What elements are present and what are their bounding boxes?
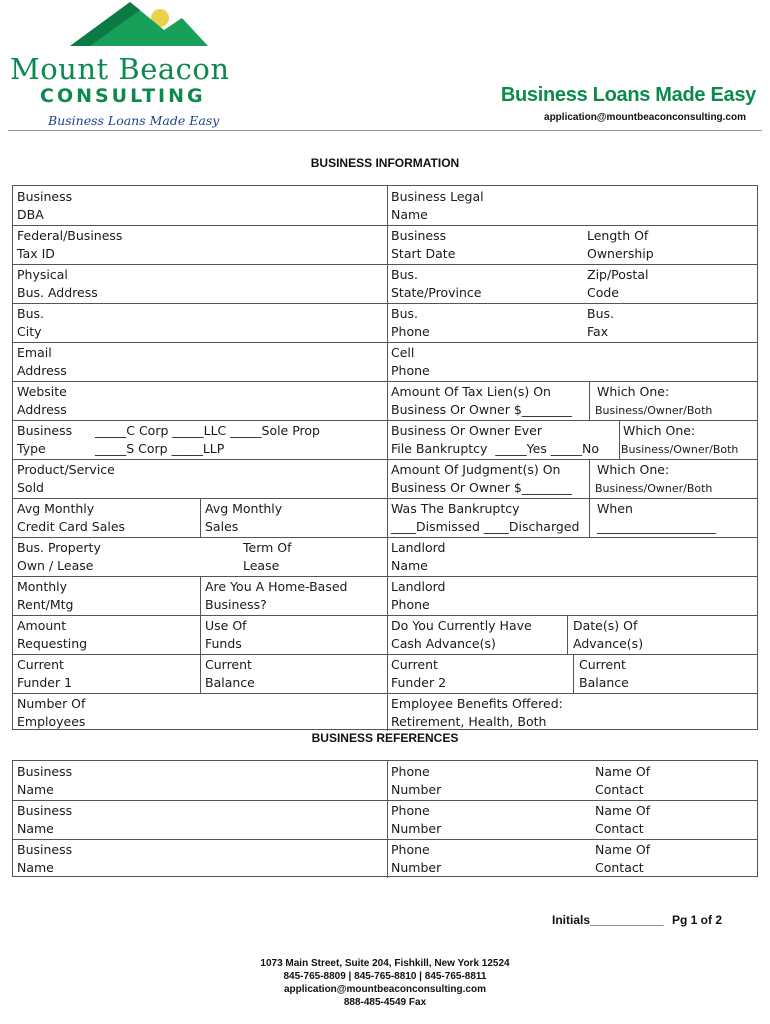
- field-label: Landlord Name: [391, 540, 446, 573]
- brand-name: Mount Beacon: [10, 52, 230, 86]
- reference-row: [13, 800, 757, 839]
- field-label: Current Funder 1: [17, 657, 73, 690]
- field-label: Date(s) Of Advance(s): [573, 618, 644, 651]
- field-label: Business/Owner/Both: [595, 404, 713, 417]
- field-label: Name Of Contact: [595, 764, 651, 797]
- field-label: Business Type: [17, 423, 73, 456]
- form-row-email: [13, 342, 757, 381]
- field-label: Landlord Phone: [391, 579, 446, 612]
- field-label: Current Balance: [579, 657, 629, 690]
- field-label: Product/Service Sold: [17, 462, 115, 495]
- reference-row: [13, 761, 757, 800]
- form-row-credit-card: [13, 498, 757, 537]
- form-row-current-funder: [13, 654, 757, 693]
- field-label: Which One:: [597, 384, 670, 399]
- field-label: Business Start Date: [391, 228, 456, 261]
- field-label: Business DBA: [17, 189, 73, 222]
- field-label: Cell Phone: [391, 345, 430, 378]
- form-row-address: [13, 264, 757, 303]
- field-label: Length Of Ownership: [587, 228, 654, 261]
- business-information-form: [12, 185, 758, 730]
- form-row-dba: [13, 186, 757, 225]
- footer-fax: 888-485-4549 Fax: [343, 997, 427, 1008]
- form-row-product: [13, 459, 757, 498]
- field-label: Bus. State/Province: [391, 267, 482, 300]
- field-label: Bus. Fax: [587, 306, 614, 339]
- form-row-website: [13, 381, 757, 420]
- form-row-tax-id: [13, 225, 757, 264]
- footer-phones: 845-765-8809 | 845-765-8810 | 845-765-8811: [283, 971, 487, 982]
- footer-email: application@mountbeaconconsulting.com: [284, 984, 486, 995]
- form-row-employees: [13, 693, 757, 731]
- field-label: Avg Monthly Credit Card Sales: [17, 501, 126, 534]
- brand-tagline: Business Loans Made Easy: [48, 113, 220, 128]
- field-label: Employee Benefits Offered: Retirement, Health, Both: [391, 696, 563, 729]
- page-number: Pg 1 of 2: [672, 913, 723, 927]
- field-label: Business Name: [17, 764, 73, 797]
- field-label: Avg Monthly Sales: [205, 501, 283, 534]
- field-label: Website Address: [17, 384, 67, 417]
- field-label: Term Of Lease: [243, 540, 292, 573]
- field-label: Business Legal Name: [391, 189, 484, 222]
- field-label: Business Name: [17, 842, 73, 875]
- field-label: Federal/Business Tax ID: [17, 228, 123, 261]
- business-type-options[interactable]: _____C Corp _____LLC _____Sole Prop _____S Corp _____LLP: [95, 423, 320, 456]
- field-label: Do You Currently Have Cash Advance(s): [391, 618, 532, 651]
- form-row-business-type: [13, 420, 757, 459]
- field-label: Use Of Funds: [205, 618, 247, 651]
- field-label: Bus. City: [17, 306, 44, 339]
- field-label: Name Of Contact: [595, 842, 651, 875]
- footer-address: 1073 Main Street, Suite 204, Fishkill, New York 12524: [260, 958, 510, 969]
- field-label: Which One:: [597, 462, 670, 477]
- field-label: Number Of Employees: [17, 696, 86, 729]
- field-label: Are You A Home-Based Business?: [205, 579, 348, 612]
- business-references-form: [12, 760, 758, 877]
- business-references-title: BUSINESS REFERENCES: [311, 731, 459, 745]
- form-row-property: [13, 537, 757, 576]
- initials-field[interactable]: Initials___________: [552, 913, 664, 927]
- field-label: Amount Of Judgment(s) On Business Or Owner $________: [391, 462, 572, 495]
- field-label: Phone Number: [391, 764, 442, 797]
- field-label: Business Name: [17, 803, 73, 836]
- field-label: Zip/Postal Code: [587, 267, 649, 300]
- field-label: Name Of Contact: [595, 803, 651, 836]
- field-label: Amount Of Tax Lien(s) On Business Or Owner $________: [391, 384, 572, 417]
- field-label: Was The Bankruptcy ____Dismissed ____Discharged: [391, 501, 580, 534]
- field-label: Business Or Owner Ever File Bankruptcy _____Yes _____No: [391, 423, 600, 456]
- field-label: Email Address: [17, 345, 67, 378]
- business-information-title: BUSINESS INFORMATION: [310, 156, 460, 170]
- header-email: application@mountbeaconconsulting.com: [544, 112, 746, 123]
- reference-row: [13, 839, 757, 878]
- field-label: Phone Number: [391, 842, 442, 875]
- form-row-rent: [13, 576, 757, 615]
- field-label: Monthly Rent/Mtg: [17, 579, 74, 612]
- field-label: Bus. Phone: [391, 306, 430, 339]
- logo-mountains-icon: [60, 0, 210, 52]
- field-label: Phone Number: [391, 803, 442, 836]
- brand-subtitle: CONSULTING: [40, 85, 206, 107]
- field-label: Current Balance: [205, 657, 255, 690]
- field-label: Current Funder 2: [391, 657, 447, 690]
- field-label: Which One:: [623, 423, 696, 438]
- field-label: Business/Owner/Both: [621, 443, 739, 456]
- field-label: When ___________________: [597, 501, 716, 534]
- field-label: Bus. Property Own / Lease: [17, 540, 101, 573]
- field-label: Amount Requesting: [17, 618, 88, 651]
- header-tagline: Business Loans Made Easy: [500, 84, 756, 106]
- field-label: Business/Owner/Both: [595, 482, 713, 495]
- field-label: Physical Bus. Address: [17, 267, 98, 300]
- header-divider: [8, 130, 762, 131]
- form-row-amount-requesting: [13, 615, 757, 654]
- form-row-city: [13, 303, 757, 342]
